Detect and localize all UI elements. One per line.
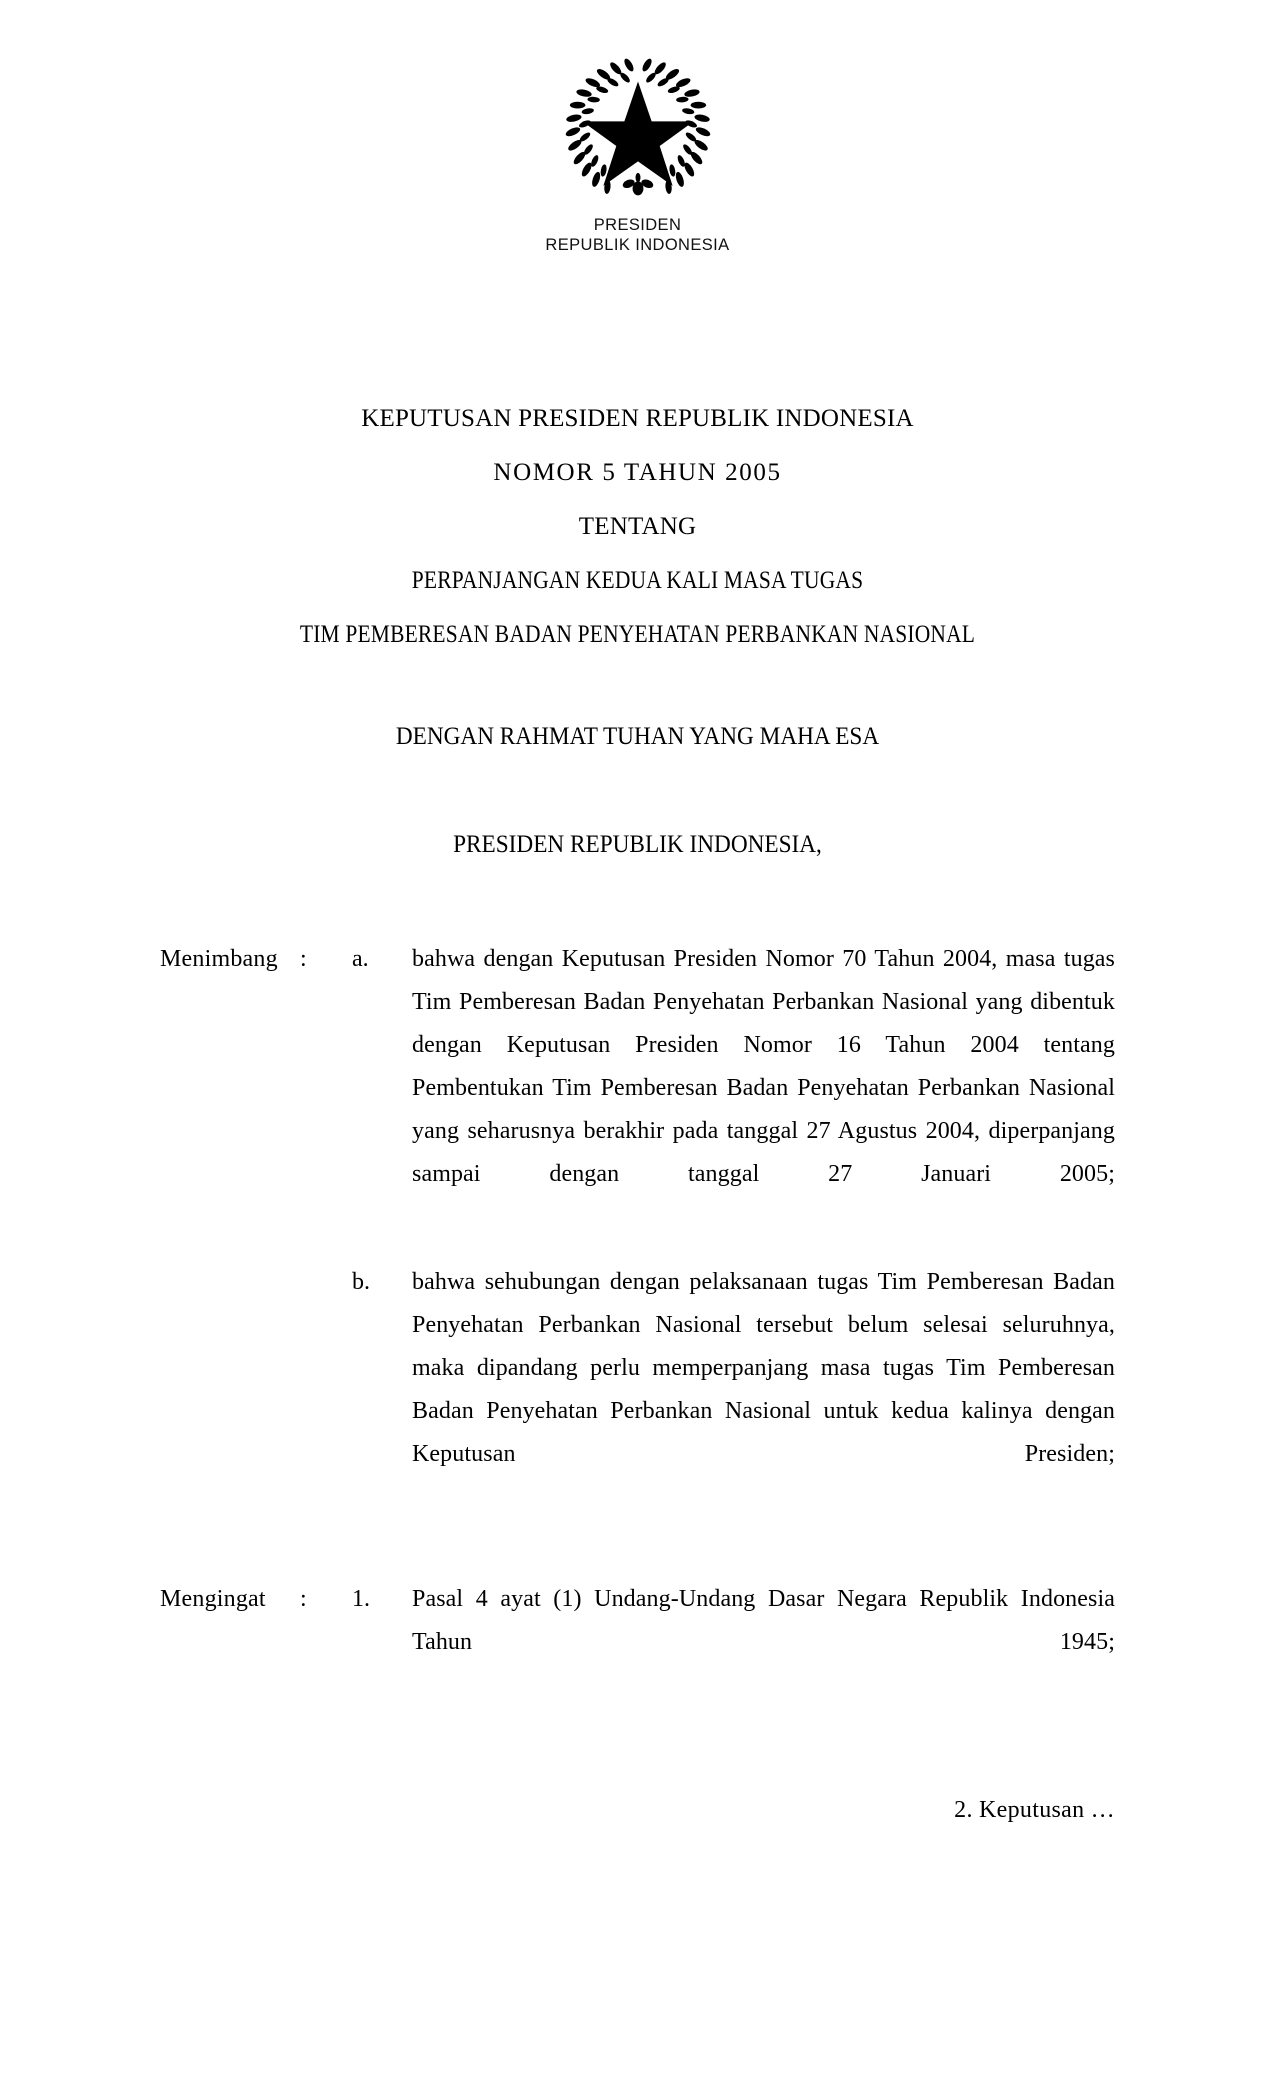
mengingat-label: Mengingat (160, 1586, 266, 1612)
title-keputusan-presiden: KEPUTUSAN PRESIDEN REPUBLIK INDONESIA (361, 405, 914, 432)
menimbang-label: Menimbang (160, 946, 278, 972)
letterhead (0, 52, 1275, 255)
menimbang-section (0, 938, 1275, 1519)
mengingat-marker-1: 1. (352, 1586, 370, 1612)
mengingat-text-1: Pasal 4 ayat (1) Undang-Undang Dasar Negara Republik Indonesia Tahun 1945; (412, 1586, 1115, 1655)
title-subject-line-2: TIM PEMBERESAN BADAN PENYEHATAN PERBANKAN NASIONAL (299, 621, 976, 648)
menimbang-text-a: bahwa dengan Keputusan Presiden Nomor 70 Tahun 2004, masa tugas Tim Pemberesan Badan Penyehatan Perbankan Nasional yang dibentuk dengan Keputusan Presiden Nomor 16 Tahun 2004 tentang Pembentukan Tim Pemberesan Badan Penyehatan Perbankan Nasional yang seharusnya berakhir pada tanggal 27 Agustus 2004, diperpanjang sampai dengan tanggal 27 Januari 2005; (412, 946, 1115, 1187)
letterhead-line-republik-indonesia: REPUBLIK INDONESIA (545, 236, 730, 254)
invocation-line: DENGAN RAHMAT TUHAN YANG MAHA ESA (395, 723, 880, 750)
mengingat-colon: : (300, 1586, 307, 1612)
garuda-star-wreath-emblem (553, 52, 723, 207)
mengingat-item-list (0, 1578, 1275, 1707)
list-item (0, 938, 1275, 1239)
menimbang-colon: : (300, 946, 307, 972)
mengingat-section (0, 1578, 1275, 1707)
mengingat-row (0, 1578, 1275, 1707)
title-tentang: TENTANG (578, 513, 697, 540)
title-subject-line-1: PERPANJANGAN KEDUA KALI MASA TUGAS (411, 567, 864, 594)
menimbang-text-b: bahwa sehubungan dengan pelaksanaan tugas Tim Pemberesan Badan Penyehatan Perbankan Nasional tersebut belum selesai seluruhnya, maka dipandang perlu memperpanjang masa tugas Tim Pemberesan Badan Penyehatan Perbankan Nasional untuk kedua kalinya dengan Keputusan Presiden; (412, 1269, 1115, 1467)
menimbang-item-list (0, 938, 1275, 1519)
list-item (0, 1578, 1275, 1707)
menimbang-marker-b: b. (352, 1269, 370, 1295)
page-catchword: 2. Keputusan … (954, 1797, 1115, 1823)
letterhead-text (0, 215, 1275, 255)
menimbang-marker-a: a. (352, 946, 369, 972)
title-nomor-tahun: NOMOR 5 TAHUN 2005 (493, 459, 782, 486)
letterhead-line-presiden: PRESIDEN (593, 216, 682, 234)
document-title-block (0, 392, 1275, 662)
list-item (0, 1261, 1275, 1519)
menimbang-row (0, 938, 1275, 1519)
signer-heading: PRESIDEN REPUBLIK INDONESIA, (453, 831, 822, 858)
